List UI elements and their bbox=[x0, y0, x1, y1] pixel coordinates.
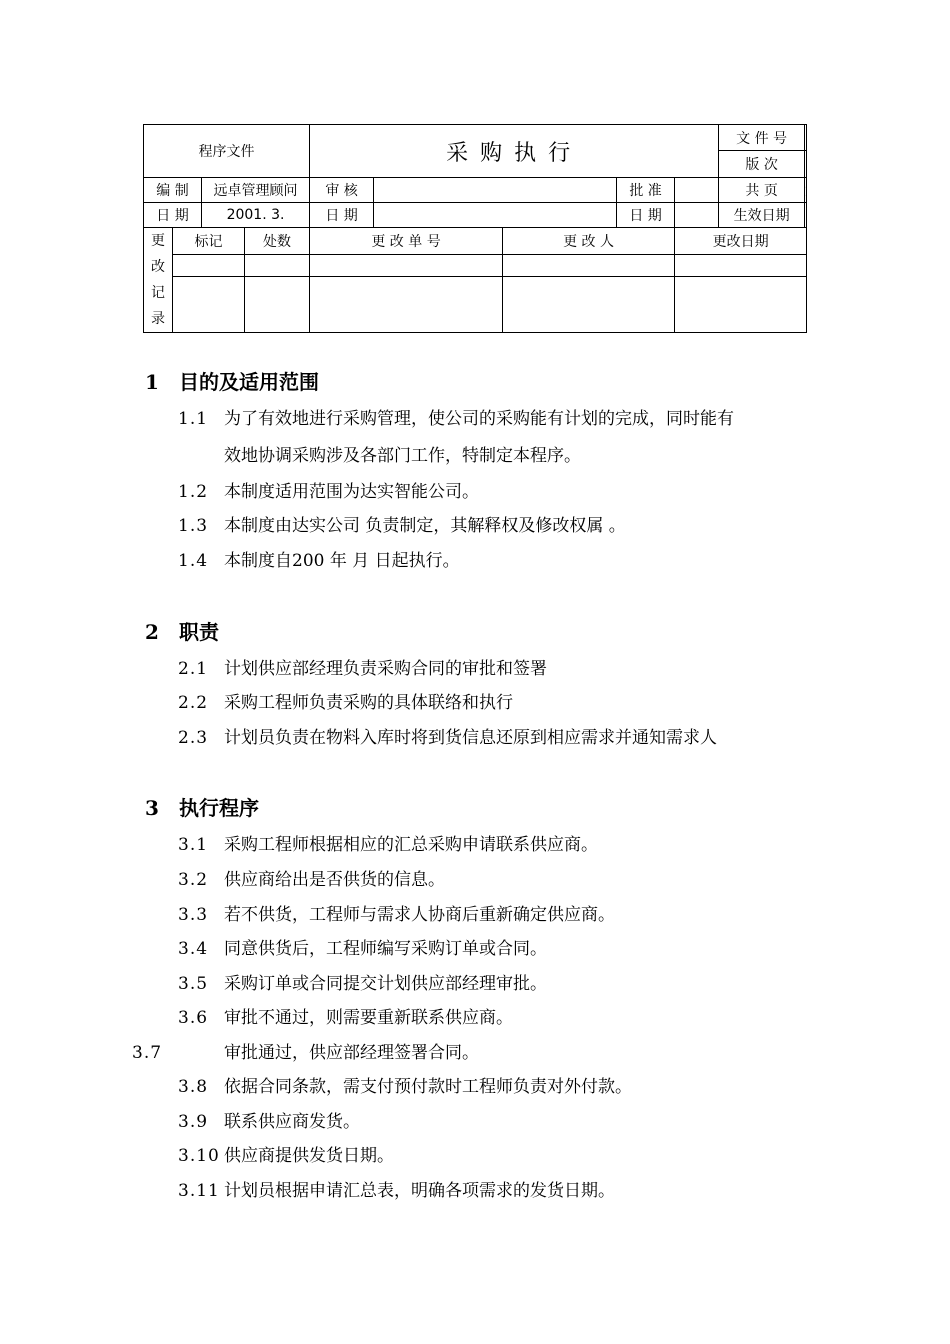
change-cell bbox=[245, 254, 310, 276]
list-item: 3.8 依据合同条款，需支付预付款时工程师负责对外付款。 bbox=[178, 1077, 632, 1097]
list-item: 3.6 审批不通过，则需要重新联系供应商。 bbox=[178, 1008, 513, 1028]
review-value bbox=[374, 178, 617, 203]
list-item: 3.9 联系供应商发货。 bbox=[178, 1112, 360, 1132]
review-date-value bbox=[374, 203, 617, 228]
list-item: 2.2 采购工程师负责采购的具体联络和执行 bbox=[178, 693, 513, 713]
approve-value bbox=[675, 178, 719, 203]
file-no-label: 文 件 号 bbox=[719, 125, 805, 151]
list-item-continuation: 效地协调采购涉及各部门工作，特制定本程序。 bbox=[224, 446, 581, 466]
effective-date-label: 生效日期 bbox=[719, 203, 805, 228]
file-no-value bbox=[805, 125, 807, 151]
approve-label: 批 准 bbox=[617, 178, 675, 203]
compile-value: 远卓管理顾问 bbox=[202, 178, 310, 203]
date-value: 2001. 3. bbox=[202, 203, 310, 228]
document-header-table bbox=[143, 124, 807, 333]
section-heading: 3 执行程序 bbox=[145, 796, 259, 820]
col-mark: 标记 bbox=[173, 228, 245, 255]
approve-date-label: 日 期 bbox=[617, 203, 675, 228]
list-item: 1.2 本制度适用范围为达实智能公司。 bbox=[178, 482, 479, 502]
change-cell bbox=[503, 276, 675, 332]
list-item: 3.11 计划员根据申请汇总表，明确各项需求的发货日期。 bbox=[178, 1181, 615, 1201]
list-item: 1.3 本制度由达实公司 负责制定，其解释权及修改权属 。 bbox=[178, 516, 626, 536]
col-change-date: 更改日期 bbox=[675, 228, 807, 255]
list-item: 3.10 供应商提供发货日期。 bbox=[178, 1146, 394, 1166]
change-cell bbox=[245, 276, 310, 332]
compile-label: 编 制 bbox=[144, 178, 202, 203]
change-cell bbox=[173, 254, 245, 276]
total-pages-label: 共 页 bbox=[719, 178, 805, 203]
section-heading: 2 职责 bbox=[145, 620, 219, 644]
list-item: 3.3 若不供货，工程师与需求人协商后重新确定供应商。 bbox=[178, 905, 615, 925]
change-cell bbox=[675, 254, 807, 276]
list-item: 3.2 供应商给出是否供货的信息。 bbox=[178, 870, 445, 890]
col-change-no: 更 改 单 号 bbox=[310, 228, 503, 255]
change-cell bbox=[503, 254, 675, 276]
version-value bbox=[805, 151, 807, 178]
doc-type: 程序文件 bbox=[144, 125, 310, 178]
list-item: 3.5 采购订单或合同提交计划供应部经理审批。 bbox=[178, 974, 547, 994]
version-label: 版 次 bbox=[719, 151, 805, 178]
list-item: 1.4 本制度自200 年 月 日起执行。 bbox=[178, 551, 460, 571]
doc-title: 采购执行 bbox=[310, 125, 719, 178]
section-heading: 1 目的及适用范围 bbox=[145, 370, 319, 394]
list-item: 3.7 审批通过，供应部经理签署合同。 bbox=[132, 1043, 479, 1063]
list-item: 2.3 计划员负责在物料入库时将到货信息还原到相应需求并通知需求人 bbox=[178, 728, 717, 748]
page-value bbox=[805, 178, 807, 203]
list-item: 1.1 为了有效地进行采购管理，使公司的采购能有计划的完成，同时能有 bbox=[178, 409, 734, 429]
list-item: 3.4 同意供货后，工程师编写采购订单或合同。 bbox=[178, 939, 547, 959]
change-cell bbox=[173, 276, 245, 332]
list-item: 2.1 计划供应部经理负责采购合同的审批和签署 bbox=[178, 659, 547, 679]
change-cell bbox=[310, 276, 503, 332]
effective-date-value bbox=[805, 203, 807, 228]
change-cell bbox=[675, 276, 807, 332]
review-label: 审 核 bbox=[310, 178, 374, 203]
col-changer: 更 改 人 bbox=[503, 228, 675, 255]
review-date-label: 日 期 bbox=[310, 203, 374, 228]
change-record-label: 更 改 记 录 bbox=[144, 228, 173, 333]
approve-date-value bbox=[675, 203, 719, 228]
change-cell bbox=[310, 254, 503, 276]
list-item: 3.1 采购工程师根据相应的汇总采购申请联系供应商。 bbox=[178, 835, 598, 855]
col-count: 处数 bbox=[245, 228, 310, 255]
date-label: 日 期 bbox=[144, 203, 202, 228]
